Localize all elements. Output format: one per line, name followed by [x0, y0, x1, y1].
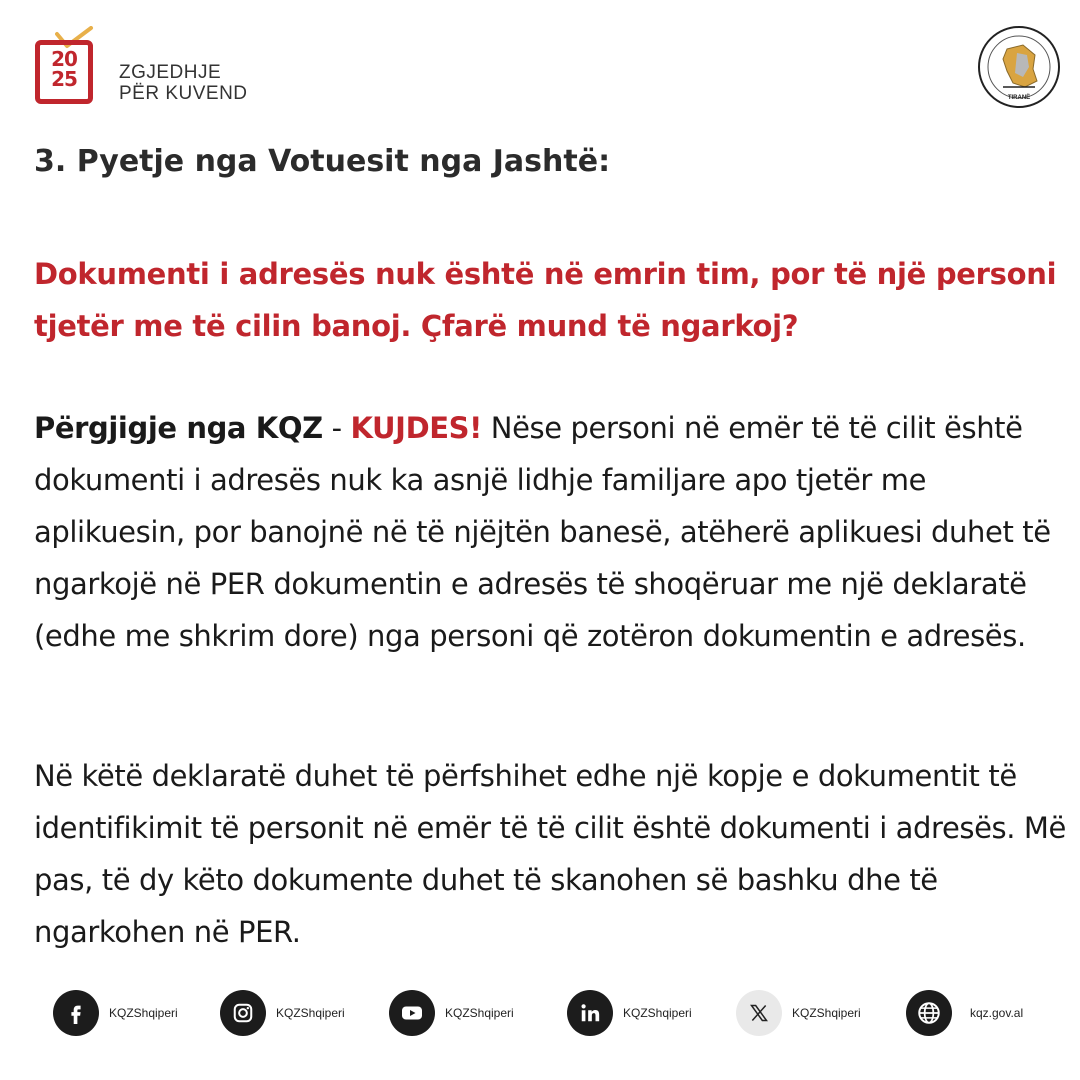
social-label: KQZShqiperi: [276, 1006, 345, 1020]
social-bar: [0, 990, 1080, 1040]
answer-separator: -: [322, 411, 351, 445]
social-facebook[interactable]: [53, 990, 178, 1036]
answer-body: Nëse personi në emër të të cilit është dokumenti i adresës nuk ka asnjë lidhje familjare apo tjetër me aplikuesin, por banojnë në të njëjtën banesë, atëherë aplikuesi duhet të ngarkojë në PER dokumentin e adresës të shoqëruar me një deklaratë (edhe me shkrim dore) nga personi që zotëron dokumentin e adresës.: [34, 411, 1051, 653]
answer-paragraph-2: Në këtë deklaratë duhet të përfshihet edhe një kopje e dokumentit të identifikimit të personit në emër të të cilit është dokumenti i adresës. Më pas, të dy këto dokumente duhet të skanohen së bashku dhe të ngarkohen në PER.: [34, 759, 1066, 949]
social-linkedin[interactable]: [567, 990, 692, 1036]
social-x[interactable]: [736, 990, 861, 1036]
logo-line-1: ZGJEDHJE: [119, 62, 222, 83]
youtube-icon: [389, 990, 435, 1036]
social-label: KQZShqiperi: [445, 1006, 514, 1020]
social-label: KQZShqiperi: [623, 1006, 692, 1020]
social-label: kqz.gov.al: [970, 1006, 1024, 1020]
social-label: KQZShqiperi: [109, 1006, 178, 1020]
facebook-icon: [53, 990, 99, 1036]
social-youtube[interactable]: [389, 990, 514, 1036]
question-text: Dokumenti i adresës nuk është në emrin tim, por të një personi tjetër me të cilin banoj. Çfarë mund të ngarkoj?: [34, 257, 1057, 343]
logo-line-2: PËR KUVEND: [119, 83, 248, 104]
svg-text:TIRANË: TIRANË: [1007, 95, 1031, 101]
logo-year-bottom: 25: [51, 67, 77, 91]
logo-text: [119, 62, 248, 104]
social-instagram[interactable]: [220, 990, 345, 1036]
ballot-box-icon: [35, 40, 93, 104]
answer-lead: Përgjigje nga KQZ: [34, 411, 323, 445]
social-website[interactable]: [906, 990, 1023, 1036]
answer-paragraph: [34, 402, 1069, 662]
x-icon: [736, 990, 782, 1036]
page-title: 3. Pyetje nga Votuesit nga Jashtë:: [34, 144, 611, 179]
linkedin-icon: [567, 990, 613, 1036]
instagram-icon: [220, 990, 266, 1036]
kqz-seal-icon: [977, 25, 1061, 109]
social-label: KQZShqiperi: [792, 1006, 861, 1020]
answer-warning: KUJDES!: [350, 411, 482, 445]
globe-icon: [906, 990, 952, 1036]
logo-year-top: 20: [51, 47, 77, 71]
election-logo: [33, 26, 273, 110]
